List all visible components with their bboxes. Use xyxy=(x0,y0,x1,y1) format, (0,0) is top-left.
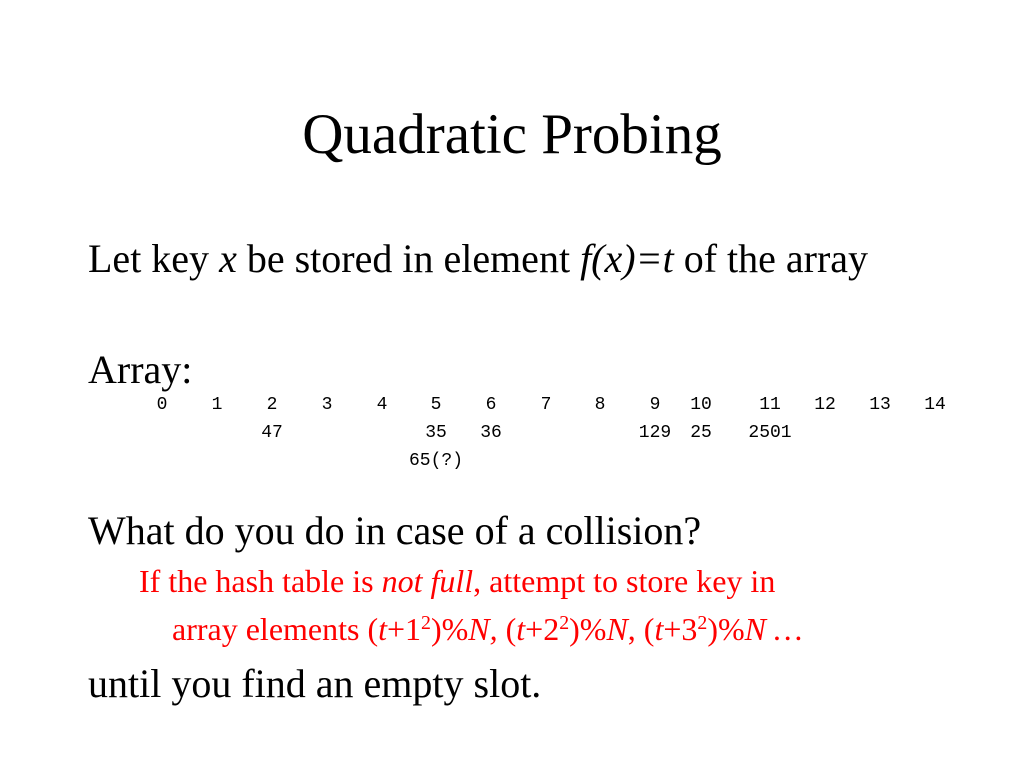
answer-line1-segment: not full xyxy=(381,563,474,599)
array-index: 4 xyxy=(376,395,388,415)
statement-segment: Let key xyxy=(88,236,220,281)
answer-line2-segment: )% xyxy=(430,611,469,647)
array-index: 10 xyxy=(690,395,712,415)
answer-line2-segment: N xyxy=(606,611,628,647)
statement-segment: be stored in element xyxy=(236,236,581,281)
array-stored-key: 36 xyxy=(480,423,502,443)
array-stored-key: 129 xyxy=(638,423,672,443)
answer-line2-segment: t xyxy=(516,611,526,647)
key-storage-statement xyxy=(88,235,868,283)
array-index: 14 xyxy=(924,395,946,415)
answer-line2-segment: t xyxy=(378,611,387,647)
array-index: 0 xyxy=(156,395,168,415)
array-index: 8 xyxy=(594,395,606,415)
answer-line2-segment: t xyxy=(654,611,664,647)
answer-line2-segment: +3 xyxy=(663,611,698,647)
array-index: 2 xyxy=(266,395,278,415)
array-index: 5 xyxy=(430,395,442,415)
collision-answer-line-1 xyxy=(139,562,775,600)
array-index: 9 xyxy=(649,395,661,415)
array-stored-key: 47 xyxy=(261,423,283,443)
array-index: 3 xyxy=(321,395,333,415)
answer-line2-segment: +1 xyxy=(387,611,422,647)
array-stored-key: 25 xyxy=(690,423,712,443)
collision-question: What do you do in case of a collision? xyxy=(88,508,702,553)
answer-line2-segment: array elements ( xyxy=(172,611,379,647)
slide-title: Quadratic Probing xyxy=(302,103,722,166)
answer-line2-segment: 2 xyxy=(559,612,570,635)
answer-line2-segment: N … xyxy=(744,611,803,647)
array-index: 7 xyxy=(540,395,552,415)
collision-answer-line-2 xyxy=(172,610,802,653)
array-index: 11 xyxy=(759,395,781,415)
answer-line2-segment: +2 xyxy=(525,611,560,647)
answer-line2-segment: N, xyxy=(468,611,498,647)
array-stored-key: 2501 xyxy=(748,423,792,443)
answer-line2-segment: 2 xyxy=(697,612,708,635)
answer-line2-segment: 2 xyxy=(421,612,431,635)
statement-segment: of the array xyxy=(673,236,869,281)
answer-line2-segment: )% xyxy=(707,611,745,647)
answer-line1-segment: If the hash table is xyxy=(139,563,382,599)
array-index: 12 xyxy=(814,395,836,415)
statement-segment: x xyxy=(219,236,237,281)
array-collision-key: 65(?) xyxy=(408,451,464,471)
array-stored-key: 35 xyxy=(425,423,447,443)
answer-line2-segment: ( xyxy=(497,611,517,647)
array-label: Array: xyxy=(88,347,193,392)
answer-line2-segment: )% xyxy=(569,611,607,647)
array-index: 1 xyxy=(211,395,223,415)
array-index: 13 xyxy=(869,395,891,415)
statement-segment: f(x)=t xyxy=(580,236,674,281)
answer-line2-segment: , ( xyxy=(627,611,655,647)
array-index: 6 xyxy=(485,395,497,415)
conclusion-text: until you find an empty slot. xyxy=(88,661,542,706)
answer-line1-segment: , attempt to store key in xyxy=(473,563,776,599)
